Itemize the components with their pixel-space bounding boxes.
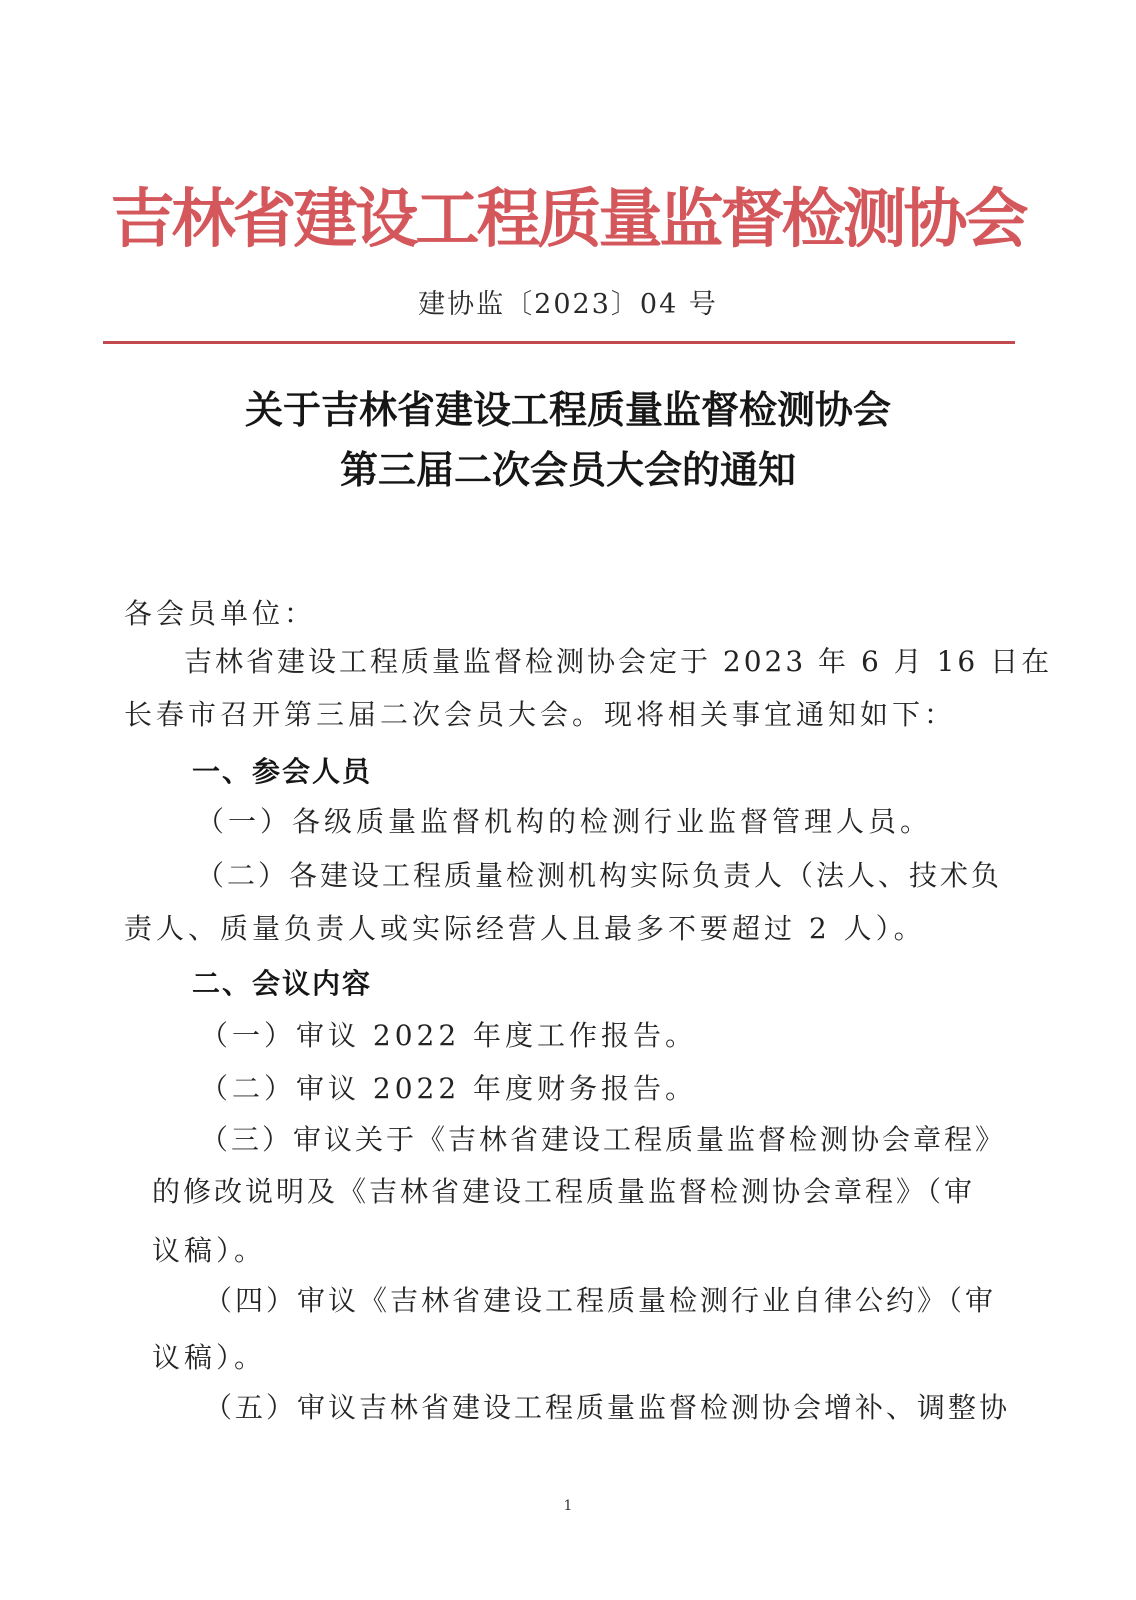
document-number: 建协监〔2023〕04 号	[418, 289, 718, 320]
organization-letterhead: 吉林省建设工程质量监督检测协会	[110, 183, 1026, 257]
intro-line-2: 长春市召开第三届二次会员大会。现将相关事宜通知如下：	[124, 698, 957, 731]
section-1-item-2-line-1: （二）各建设工程质量检测机构实际负责人（法人、技术负	[196, 859, 1003, 892]
section-2-heading: 二、会议内容	[192, 967, 373, 1000]
notice-title-line-1: 关于吉林省建设工程质量监督检测协会	[244, 388, 891, 432]
section-2-item-4-line-1: （四）审议《吉林省建设工程质量检测行业自律公约》（审	[204, 1284, 997, 1317]
section-2-item-3-line-1: （三）审议关于《吉林省建设工程质量监督检测协会章程》	[200, 1123, 1007, 1156]
section-1-heading: 一、参会人员	[192, 755, 373, 788]
notice-title-line-2: 第三届二次会员大会的通知	[339, 448, 796, 492]
section-2-item-3-line-2: 的修改说明及《吉林省建设工程质量监督检测协会章程》（审	[152, 1175, 976, 1208]
section-2-item-5-line-1: （五）审议吉林省建设工程质量监督检测协会增补、调整协	[204, 1391, 1011, 1424]
notice-title	[0, 380, 1136, 500]
section-2-item-4-line-2: 议稿）。	[152, 1341, 267, 1374]
salutation: 各会员单位：	[124, 597, 317, 630]
section-2-item-3-line-3: 议稿）。	[152, 1234, 267, 1267]
intro-line-1: 吉林省建设工程质量监督检测协会定于 2023 年 6 月 16 日在	[184, 645, 1053, 678]
section-1-item-1: （一）各级质量监督机构的检测行业监督管理人员。	[196, 805, 933, 838]
section-1-item-2-line-2: 责人、质量负责人或实际经营人且最多不要超过 2 人）。	[124, 912, 926, 945]
section-2-item-1: （一）审议 2022 年度工作报告。	[200, 1019, 698, 1052]
red-divider-line	[103, 341, 1015, 344]
section-2-item-2: （二）审议 2022 年度财务报告。	[200, 1072, 698, 1105]
page-number: 1	[563, 1498, 573, 1514]
